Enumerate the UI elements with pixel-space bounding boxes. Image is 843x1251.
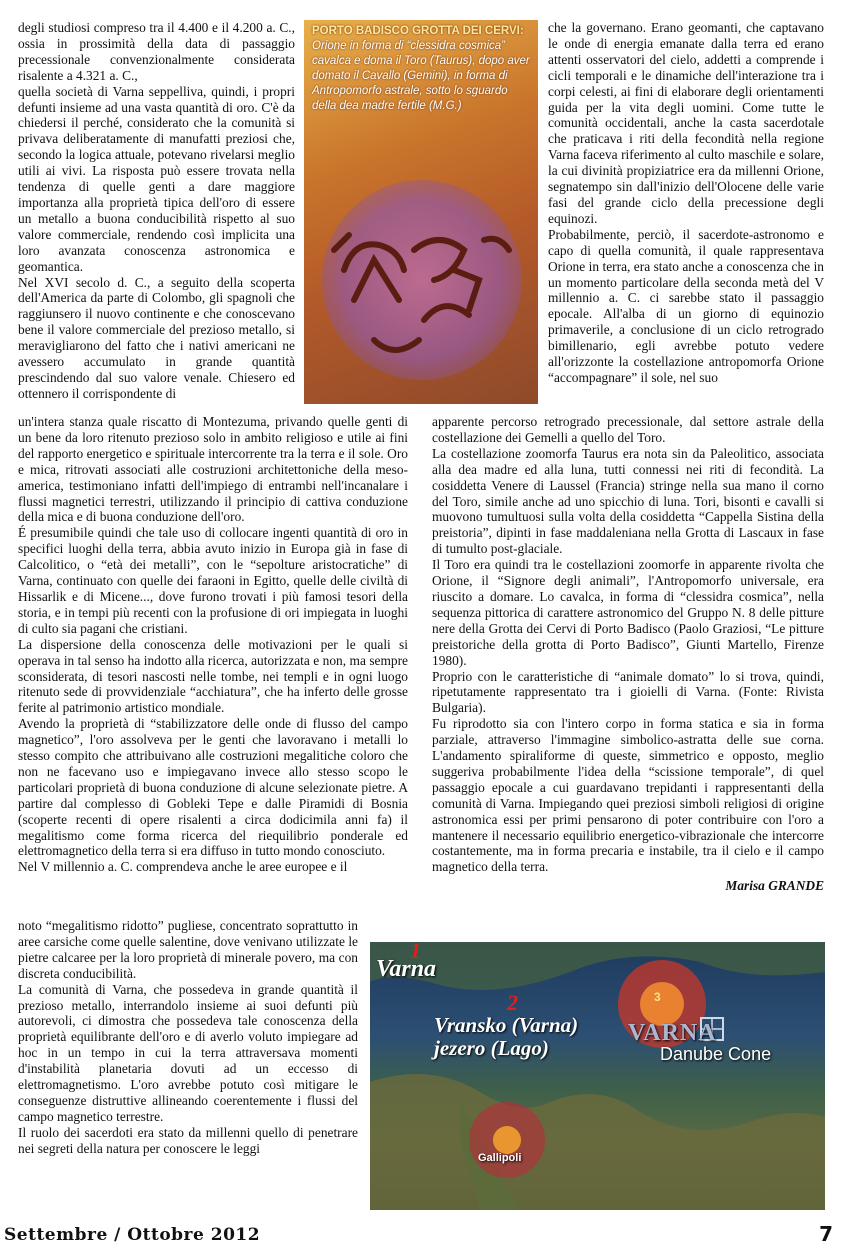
paragraph: Il ruolo dei sacerdoti era stato da millenni quello di penetrare nei segreti della natura per conoscere le leggi	[18, 1124, 358, 1156]
map-label-vransko: Vransko (Varna) jezero (Lago)	[434, 1013, 579, 1060]
map-label-gallipoli: Gallipoli	[478, 1152, 522, 1164]
paragraph: É presumibile quindi che tale uso di collocare ingenti quantità di oro in specifici luoghi della terra, abbia avuto inizio in Europa già in fase di Calcolitico, o “età dei metalli”, con le “sepolture aristocratiche” di Varna, continuato con quelle dei faraoni in Egitto, quelle delle civiltà di Hissarlik e di Micene..., dove furono trovati i più famosi tesori della storia, e in tempi più recenti con la profusione di ori impiegata in luoghi di culto sia pagani che cristiani.	[18, 525, 408, 636]
article-column-right-top	[548, 20, 824, 386]
map-terrain	[370, 942, 825, 1210]
paragraph: Fu riprodotto sia con l'intero corpo in forma statica e sia in forma parziale, attraverso l'immagine simbolico-astratta delle sue corna. L'andamento spiraliforme di queste, simmetrico e opposto, meglio suggeriva probabilmente l'idea della “scissione temporale”, di quel passaggio epocale a cui guardavano trepidanti i rappresentanti della comunità di Varna. Impiegando quei preziosi simboli religiosi di origine astronomica essi per primi pensarono di poter contribuire con l'oro a mantenere il necessario equilibrio energetico-vibrazionale che intercorre costantemente, ma in forma precaria e instabile, tra il cielo e il campo magnetico della terra.	[432, 716, 824, 875]
paragraph: Avendo la proprietà di “stabilizzatore delle onde di flusso del campo magnetico”, l'oro assolveva per le genti che lavoravano i metalli lo stesso compito che attribuivano alle costruzioni megalitiche coloro che non ne facevano uso e impiegavano invece allo stesso scopo le particolari proprietà di buona conduzione di alcune selezionate pietre. A partire dal complesso di Gobleki Tepe e dalle Piramidi di Bosnia (scoperte recenti di opere risalenti a circa dodicimila anni fa) il megalitismo come forma ricerca del riequilibrio ponderale ed elettromagnetico della terra si era diffuso in tutto mondo conosciuto.	[18, 716, 408, 859]
article-column-middle-right	[432, 414, 824, 894]
article-column-middle-left	[18, 414, 408, 875]
satellite-map-image	[370, 942, 825, 1210]
paragraph: Nel XVI secolo d. C., a seguito della scoperta dell'America da parte di Colombo, gli spagnoli che raggiunsero il nuovo continente e che conoscevano bene il valore commerciale del prezioso metallo, si meravigliarono del fatto che i nativi americani ne avessero accumulato in grande quantità prescindendo dal suo valore venale. Chiesero ed ottennero il corrispondente di	[18, 274, 295, 401]
map-label-varna-caps: VARNA	[628, 1020, 717, 1046]
article-column-left-bottom	[18, 918, 358, 1157]
paragraph: apparente percorso retrogrado precessionale, dal settore astrale della costellazione dei Gemelli a quello del Toro.	[432, 414, 824, 445]
paragraph: noto “megalitismo ridotto” pugliese, concentrato soprattutto in aree carsiche come quelle salentine, dove venivano utilizzate le pietre calcaree per la loro proprietà di minerale povero, ma con discreta conducibilità.	[18, 918, 358, 981]
paragraph: quella società di Varna seppelliva, quindi, i propri defunti insieme ad una vasta quantità di oro. C'è da chiedersi il perché, considerato che la comunità si privava deliberatamente di manufatti preziosi che, secondo la logica attuale, potevano rivelarsi meglio utili ai vivi. La risposta può essere trovata nella tendenza di quelle genti a dare maggiore importanza alla proprietà tipica dell'oro di essere un metallo a buona conducibilità rispetto al suo valore commerciale, rendendo così implicita una loro avanzata conoscenza astronomica e geomantica.	[18, 83, 295, 274]
paragraph: La costellazione zoomorfa Taurus era nota sin da Paleolitico, associata alla dea madre ed alla luna, tutti connessi nei riti di fecondità. La cosiddetta Venere di Laussel (Francia) stringe nella sua mano il corno del Toro, simile anche ad uno spicchio di luna. Tori, bisonti e cavalli si muovono tumultuosi sulla volta della cosiddetta “Cappella Sistina della preistoria”, dipinti in fase maddaleniana nella Grotta di Lascaux in fase di tumulto post-glaciale.	[432, 445, 824, 557]
paragraph: La comunità di Varna, che possedeva in grande quantità il prezioso metallo, interrandolo insieme ai suoi defunti più autorevoli, ci dimostra che possedeva tale conoscenza della proprietà equilibrante dell'oro e di averlo voluto impiegare ad hoc in un tempo in cui la terra attraversava momenti d'instabilità planetaria dovuti ad un eccesso di elettromagnetismo. L'oro avrebbe potuto così mitigare le conseguenze distruttive allineando coerentemente i flussi del campo magnetico terrestre.	[18, 981, 358, 1124]
page-number: 7	[819, 1222, 833, 1246]
map-label-danube-cone: Danube Cone	[660, 1044, 772, 1064]
map-label-varna: Varna	[376, 956, 437, 982]
author-signature: Marisa GRANDE	[725, 878, 824, 894]
paragraph: La dispersione della conoscenza delle motivazioni per le quali si operava in tal senso ha indotto alla ricerca, autorizzata e non, ma sempre sconsiderata, di tesori nascosti nelle tombe, nei templi e in ogni luogo ritenuto sede di provvidenziale “acchiatura”, che ha inferto delle grosse ferite al patrimonio artistico mondiale.	[18, 636, 408, 716]
paragraph: Probabilmente, perciò, il sacerdote-astronomo e capo di quella comunità, il quale rappresentava Orione in terra, era stato anche a conoscenza che in un momento particolare della seconda metà del V millennio a. C. ci sarebbe stato il passaggio epocale. All'alba di un giorno di equinozio primaverile, a conclusione di un ciclo retrogrado bimillenario, egli avrebbe potuto vedere all'orizzonte la costellazione antropomorfa Orione “accompagnare” il sole, nel suo	[548, 226, 824, 385]
paragraph: un'intera stanza quale riscatto di Montezuma, privando quelle genti di un bene da loro ritenuto prezioso solo in ambito religioso e utile ai fini del rapporto energetico e spirituale intercorrente tra la terra e il sole. Oro e mica, ritrovati associati alle costruzioni architettoniche della meso-america, testimoniano infatti dell'impiego di entrambi nell'incanalare i flussi magnetici terrestri, utilizzando il principio di cattiva conduzione della mica e di buona conduzione dell'oro.	[18, 414, 408, 525]
image-caption	[312, 24, 534, 114]
caption-title: PORTO BADISCO GROTTA DEI CERVI:	[312, 25, 524, 37]
paragraph: Il Toro era quindi tra le costellazioni zoomorfe in apparente rivolta che Orione, il “Signore degli animali”, l'Antropomorfo universale, era riuscito a domare. Lo cavalca, in forma di “clessidra cosmica”, nella sequenza pittorica di carattere astronomico del Gruppo N. 8 delle pitture nere della Grotta dei Cervi di Porto Badisco (Paolo Graziosi, “Le pitture preistoriche della grotta di Porto Badisco”, Giunti Martello, Firenze 1980).	[432, 557, 824, 668]
paragraph: degli studiosi compreso tra il 4.400 e il 4.200 a. C., ossia in prossimità della data di passaggio precessionale convenzionalmente considerata risalente a 4.321 a. C.,	[18, 20, 295, 83]
footer-issue-date: Settembre / Ottobre 2012	[4, 1225, 261, 1245]
map-number-2: 2	[507, 990, 518, 1015]
paragraph: che la governano. Erano geomanti, che captavano le onde di energia emanate dalla terra ed erano attenti osservatori del cielo, addetti a comprende i cicli temporali e le dinamiche dell'interazione tra i corpi celesti, ai fini di elaborare degli orientamenti guida per la vita degli uomini. Come tutte le comunità occidentali, anche la casta sacerdotale che praticava i riti della fecondità nella regione Varna faceva riferimento al culto maschile e solare, la cui divinità propiziatrice era da millenni Orione, segnatempo sin dall'inizio dell'Olocene delle varie fasi del grande ciclo della precessione degli equinozi.	[548, 20, 824, 226]
map-number-3: 3	[654, 990, 661, 1004]
cave-painting-image	[304, 20, 538, 404]
paragraph: Nel V millennio a. C. comprendeva anche le aree europee e il	[18, 859, 348, 875]
map-number-1: 1	[410, 942, 421, 963]
article-column-left-top	[18, 20, 295, 402]
paragraph: Proprio con le caratteristiche di “animale domato” lo si trova, quindi, ripetutamente rappresentato tra i gioielli di Varna. (Fonte: Rivista Bulgaria).	[432, 668, 824, 716]
caption-text: Orione in forma di “clessidra cosmica” cavalca e doma il Toro (Taurus), dopo aver domato il Cavallo (Gemini), in forma di Antropomorfo astrale, sotto lo sguardo della dea madre fertile (M.G.)	[312, 40, 530, 112]
